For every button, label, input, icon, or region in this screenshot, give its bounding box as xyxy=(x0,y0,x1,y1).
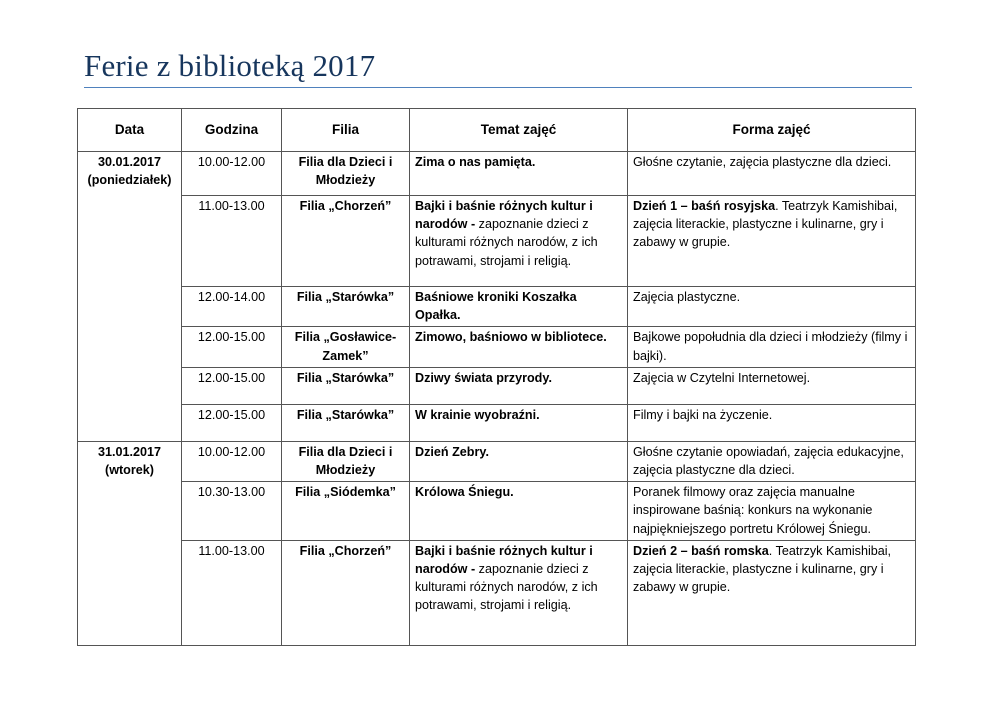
table-row xyxy=(78,441,916,481)
branch-cell: Filia dla Dzieci i Młodzieży xyxy=(282,152,410,196)
date-cell xyxy=(78,367,182,404)
title-underline xyxy=(84,87,912,88)
time-cell: 11.00-13.00 xyxy=(182,540,282,645)
date-cell xyxy=(78,540,182,645)
table-row xyxy=(78,152,916,196)
form-cell xyxy=(628,404,916,441)
topic-title: Baśniowe kroniki Koszałka Opałka. xyxy=(415,290,577,323)
topic-cell xyxy=(410,287,628,327)
topic-title: W krainie wyobraźni. xyxy=(415,407,540,422)
form-title: Dzień 2 – baśń romska xyxy=(633,543,769,558)
schedule-table xyxy=(77,108,916,646)
table-row xyxy=(78,367,916,404)
date-cell xyxy=(78,327,182,367)
topic-title: Dziwy świata przyrody. xyxy=(415,370,552,385)
time-cell: 10.00-12.00 xyxy=(182,441,282,481)
header-date: Data xyxy=(78,109,182,152)
form-cell xyxy=(628,152,916,196)
form-description: Poranek filmowy oraz zajęcia manualne inspirowane baśnią: konkurs na wykonanie najpiękniejszego portretu Królowej Śniegu. xyxy=(633,485,873,536)
time-cell: 10.00-12.00 xyxy=(182,152,282,196)
form-description: Filmy i bajki na życzenie. xyxy=(633,407,773,422)
time-cell: 12.00-15.00 xyxy=(182,367,282,404)
topic-cell xyxy=(410,327,628,367)
branch-cell: Filia „Siódemka” xyxy=(282,482,410,541)
topic-cell xyxy=(410,482,628,541)
date-cell xyxy=(78,441,182,481)
time-cell: 11.00-13.00 xyxy=(182,196,282,287)
header-time: Godzina xyxy=(182,109,282,152)
date-value: 30.01.2017 xyxy=(97,155,162,169)
branch-cell: Filia „Chorzeń” xyxy=(282,540,410,645)
date-value: 31.01.2017 xyxy=(97,444,162,459)
form-cell xyxy=(628,367,916,404)
form-cell xyxy=(628,482,916,541)
form-description: . Teatrzyk Kamishibai, zajęcia literackie, plastyczne i kulinarne, gry i zabawy w grupie. xyxy=(633,543,892,595)
branch-cell: Filia „Starówka” xyxy=(282,287,410,327)
topic-description: zapoznanie dzieci z kulturami różnych narodów, z ich potrawami, strojami i religią. xyxy=(415,562,598,613)
topic-title: Zimowo, baśniowo w bibliotece. xyxy=(415,330,607,345)
topic-title: Bajki i baśnie różnych kultur i narodów - xyxy=(415,199,593,232)
branch-cell: Filia „Chorzeń” xyxy=(282,196,410,287)
topic-cell xyxy=(410,367,628,404)
time-cell: 12.00-15.00 xyxy=(182,327,282,367)
form-description: Bajkowe popołudnia dla dzieci i młodzieży (filmy i bajki). xyxy=(633,330,908,363)
branch-cell: Filia dla Dzieci i Młodzieży xyxy=(282,441,410,481)
topic-cell xyxy=(410,404,628,441)
header-topic: Temat zajęć xyxy=(410,109,628,152)
table-row xyxy=(78,482,916,541)
branch-cell: Filia „Starówka” xyxy=(282,367,410,404)
form-description: . Teatrzyk Kamishibai, zajęcia literackie, plastyczne i kulinarne, gry i zabawy w grupie. xyxy=(633,199,898,250)
time-cell: 12.00-14.00 xyxy=(182,287,282,327)
form-cell xyxy=(628,327,916,367)
table-row xyxy=(78,327,916,367)
form-cell xyxy=(628,196,916,287)
day-name: (poniedziałek) xyxy=(87,173,172,188)
topic-cell xyxy=(410,540,628,645)
table-row xyxy=(78,540,916,645)
date-cell xyxy=(78,404,182,441)
table-row xyxy=(78,404,916,441)
date-cell xyxy=(78,287,182,327)
page-title: Ferie z biblioteką 2017 xyxy=(84,48,376,83)
header-form: Forma zajęć xyxy=(628,109,916,152)
topic-title: Bajki i baśnie różnych kultur i narodów - xyxy=(415,543,593,577)
date-cell xyxy=(78,196,182,287)
branch-cell: Filia „Starówka” xyxy=(282,404,410,441)
form-title: Dzień 1 – baśń rosyjska xyxy=(633,199,776,213)
form-description: Zajęcia plastyczne. xyxy=(633,290,741,304)
branch-cell: Filia „Gosławice-Zamek” xyxy=(282,327,410,367)
table-row xyxy=(78,287,916,327)
time-cell: 10.30-13.00 xyxy=(182,482,282,541)
form-description: Zajęcia w Czytelni Internetowej. xyxy=(633,370,811,385)
topic-cell xyxy=(410,196,628,287)
time-cell: 12.00-15.00 xyxy=(182,404,282,441)
date-cell xyxy=(78,152,182,196)
topic-cell xyxy=(410,152,628,196)
form-description: Głośne czytanie, zajęcia plastyczne dla dzieci. xyxy=(633,155,892,169)
form-cell xyxy=(628,540,916,645)
header-row xyxy=(78,109,916,152)
topic-description: zapoznanie dzieci z kulturami różnych narodów, z ich potrawami, strojami i religią. xyxy=(415,217,598,268)
topic-title: Dzień Zebry. xyxy=(415,444,489,459)
topic-title: Zima o nas pamięta. xyxy=(415,155,536,169)
topic-title: Królowa Śniegu. xyxy=(415,485,514,500)
topic-cell xyxy=(410,441,628,481)
form-description: Głośne czytanie opowiadań, zajęcia edukacyjne, zajęcia plastyczne dla dzieci. xyxy=(633,444,904,478)
form-cell xyxy=(628,441,916,481)
date-cell xyxy=(78,482,182,541)
table-row xyxy=(78,196,916,287)
form-cell xyxy=(628,287,916,327)
header-branch: Filia xyxy=(282,109,410,152)
day-name: (wtorek) xyxy=(105,463,154,478)
